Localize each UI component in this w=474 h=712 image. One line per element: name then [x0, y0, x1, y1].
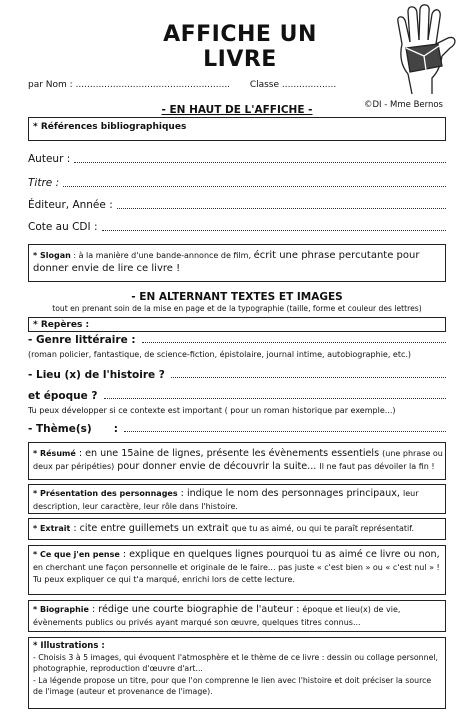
genre-field[interactable]: - Genre littéraire :	[28, 334, 446, 346]
slogan-box	[28, 244, 446, 282]
opinion-text: * Ce que j'en pense : explique en quelques lignes pourquoi tu as aimé ce livre ou non, en cherchant une façon personnelle et originale de le faire... pas juste « c'est bien » ou « c'est nul » ! Tu peux expliquer ce qui t'a marqué, enrichi lors de cette lecture.	[33, 549, 440, 584]
themes-field[interactable]: - Thème(s) :	[28, 423, 446, 435]
period-field[interactable]: et époque ?	[28, 390, 446, 402]
name-field[interactable]: ......................................................	[75, 80, 231, 90]
references-box	[28, 117, 446, 141]
author-field[interactable]: Auteur :	[28, 153, 446, 165]
place-field[interactable]: - Lieu (x) de l'histoire ?	[28, 369, 446, 381]
class-field[interactable]: ...................	[281, 80, 337, 90]
illustrations-line-2: - La légende propose un titre, pour que l'on comprenne le lien avec l'histoire et doit préciser la source de l'image (auteur et provenance de l'image).	[33, 676, 432, 696]
reperes-label: * Repères :	[33, 320, 90, 330]
genre-hint: (roman policier, fantastique, de science-fiction, épistolaire, journal intime, autobiographie, etc.)	[28, 350, 412, 359]
page-title: AFFICHE UN LIVRE	[163, 22, 317, 72]
biography-text: * Biographie : rédige une courte biographie de l'auteur : époque et lieu(x) de vie, évènements publics ou privés ayant marqué son œuvre, quelques titres connus...	[33, 604, 401, 627]
excerpt-text: * Extrait : cite entre guillemets un extrait que tu as aimé, ou qui te paraît représentatif.	[33, 523, 415, 534]
cdi-shelfmark-field[interactable]: Cote au CDI :	[28, 221, 446, 233]
title-field[interactable]: Titre :	[28, 177, 446, 189]
excerpt-box	[28, 518, 446, 540]
name-class-row	[28, 80, 468, 90]
illustrations-box	[28, 637, 446, 709]
illustrations-label: * Illustrations :	[33, 641, 105, 651]
publisher-year-field[interactable]: Éditeur, Année :	[28, 199, 446, 211]
characters-text: * Présentation des personnages : indique le nom des personnages principaux, leur description, leur caractère, leur rôle dans l'histoire.	[33, 488, 419, 511]
section-top-heading: - EN HAUT DE L'AFFICHE -	[161, 104, 313, 116]
biography-box	[28, 600, 446, 632]
summary-text: * Résumé : en une 15aine de lignes, présente les évènements essentiels (une phrase ou deux par péripéties) pour donner envie de découvrir la suite... Il ne faut pas dévoiler la fin !	[33, 448, 443, 472]
period-hint: Tu peux développer si ce contexte est important ( pour un roman historique par exemple...)	[28, 406, 396, 415]
slogan-text: * Slogan : à la manière d'une bande-annonce de film, écrit une phrase percutante pour donner envie de lire ce livre !	[33, 250, 420, 274]
characters-box	[28, 484, 446, 514]
summary-box	[28, 442, 446, 480]
name-label: par Nom :	[28, 80, 76, 90]
reperes-box	[28, 317, 446, 332]
section-alternating-heading: - EN ALTERNANT TEXTES ET IMAGES	[131, 291, 343, 303]
illustrations-line-1: - Choisis 3 à 5 images, qui évoquent l'atmosphère et le thème de ce livre : dessin ou collage personnel, photographie, reproduction d'œuvre d'art...	[33, 653, 439, 673]
class-label: Classe	[249, 80, 282, 90]
references-label: * Références bibliographiques	[33, 122, 187, 132]
section-alternating-subtitle: tout en prenant soin de la mise en page et de la typographie (taille, forme et couleur des lettres)	[52, 304, 422, 313]
credit-text: ©DI - Mme Bernos	[364, 100, 443, 110]
opinion-box	[28, 545, 446, 595]
